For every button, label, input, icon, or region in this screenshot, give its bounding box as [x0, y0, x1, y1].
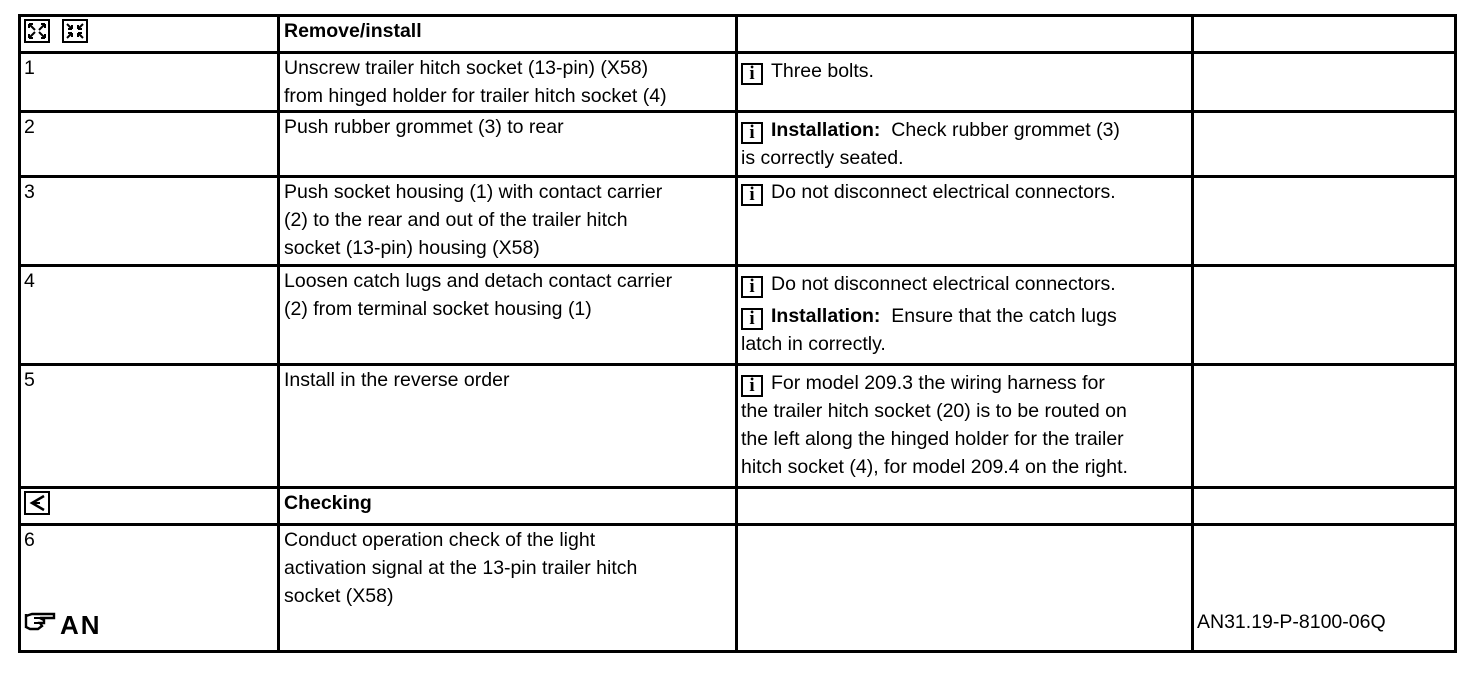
step-action — [279, 112, 737, 177]
doc-reference[interactable]: AN31.19-P-8100-06Q — [1197, 611, 1386, 633]
empty-cell — [737, 488, 1193, 525]
step-number: 3 — [20, 177, 279, 266]
empty-cell — [737, 16, 1193, 53]
note-continuation: latch in correctly. — [741, 333, 886, 355]
step-action — [279, 525, 737, 652]
step-number: 1 — [20, 53, 279, 112]
action-line: socket (13-pin) housing (X58) — [284, 237, 540, 259]
step-action — [279, 365, 737, 488]
table-row — [20, 177, 1456, 266]
table-row — [20, 488, 1456, 525]
table-row — [20, 53, 1456, 112]
procedure-table — [18, 14, 1457, 653]
collapse-arrows-icon[interactable] — [62, 19, 88, 43]
empty-cell — [1193, 53, 1456, 112]
table-row — [20, 365, 1456, 488]
note-continuation: the left along the hinged holder for the trailer — [741, 428, 1124, 450]
action-line: Loosen catch lugs and detach contact carrier — [284, 270, 673, 292]
step-number: 6 AN — [20, 525, 279, 652]
info-icon[interactable]: i — [741, 308, 763, 330]
expand-arrows-icon[interactable] — [24, 19, 50, 43]
action-line: Unscrew trailer hitch socket (13-pin) (X58) — [284, 57, 649, 79]
note — [741, 369, 1191, 397]
note-label: Installation: — [771, 119, 881, 141]
an-label: AN — [60, 610, 102, 640]
empty-cell — [1193, 16, 1456, 53]
empty-cell — [1193, 112, 1456, 177]
empty-cell — [1193, 365, 1456, 488]
doc-reference-cell — [1193, 525, 1456, 652]
note-text: Check rubber grommet (3) — [891, 119, 1120, 141]
step-action — [279, 53, 737, 112]
an-link[interactable] — [24, 610, 102, 640]
info-icon[interactable]: i — [741, 63, 763, 85]
table-row — [20, 266, 1456, 365]
note — [741, 302, 1191, 330]
empty-cell — [1193, 177, 1456, 266]
table-row — [20, 112, 1456, 177]
section-title — [279, 488, 737, 525]
header-icons-cell — [20, 16, 279, 53]
section-title-text: Remove/install — [284, 20, 422, 42]
action-line: Conduct operation check of the light — [284, 529, 596, 551]
note-continuation: the trailer hitch socket (20) is to be routed on — [741, 400, 1127, 422]
step-number: 2 — [20, 112, 279, 177]
note — [741, 57, 1191, 85]
action-line: activation signal at the 13-pin trailer hitch — [284, 557, 638, 579]
note-text: Do not disconnect electrical connectors. — [771, 181, 1116, 203]
action-line: socket (X58) — [284, 585, 394, 607]
section-title — [279, 16, 737, 53]
step-notes — [737, 266, 1193, 365]
step-number: 4 — [20, 266, 279, 365]
step-number: 5 — [20, 365, 279, 488]
info-icon[interactable]: i — [741, 276, 763, 298]
step-action — [279, 266, 737, 365]
action-line: from hinged holder for trailer hitch socket (4) — [284, 85, 667, 107]
note-text: Three bolts. — [771, 60, 874, 82]
empty-cell — [1193, 488, 1456, 525]
note — [741, 116, 1191, 144]
note-text: Ensure that the catch lugs — [891, 305, 1117, 327]
action-line: (2) from terminal socket housing (1) — [284, 298, 592, 320]
table-row — [20, 525, 1456, 652]
note-text: For model 209.3 the wiring harness for — [771, 372, 1105, 394]
note-label: Installation: — [771, 305, 881, 327]
speaker-icon[interactable] — [24, 491, 54, 515]
section-title-text: Checking — [284, 492, 372, 514]
action-line: Push rubber grommet (3) to rear — [284, 116, 564, 138]
note-continuation: is correctly seated. — [741, 147, 904, 169]
step-notes — [737, 53, 1193, 112]
info-icon[interactable]: i — [741, 184, 763, 206]
table-row — [20, 16, 1456, 53]
empty-cell — [1193, 266, 1456, 365]
note — [741, 178, 1191, 206]
action-line: Install in the reverse order — [284, 369, 510, 391]
step-notes — [737, 365, 1193, 488]
action-line: Push socket housing (1) with contact carrier — [284, 181, 663, 203]
note-continuation: hitch socket (4), for model 209.4 on the right. — [741, 456, 1128, 478]
checking-icon-cell — [20, 488, 279, 525]
note — [741, 270, 1191, 298]
pointing-hand-icon — [24, 610, 58, 640]
step-notes — [737, 177, 1193, 266]
info-icon[interactable]: i — [741, 375, 763, 397]
empty-cell — [737, 525, 1193, 652]
info-icon[interactable]: i — [741, 122, 763, 144]
note-text: Do not disconnect electrical connectors. — [771, 273, 1116, 295]
step-action — [279, 177, 737, 266]
action-line: (2) to the rear and out of the trailer hitch — [284, 209, 628, 231]
step-notes — [737, 112, 1193, 177]
